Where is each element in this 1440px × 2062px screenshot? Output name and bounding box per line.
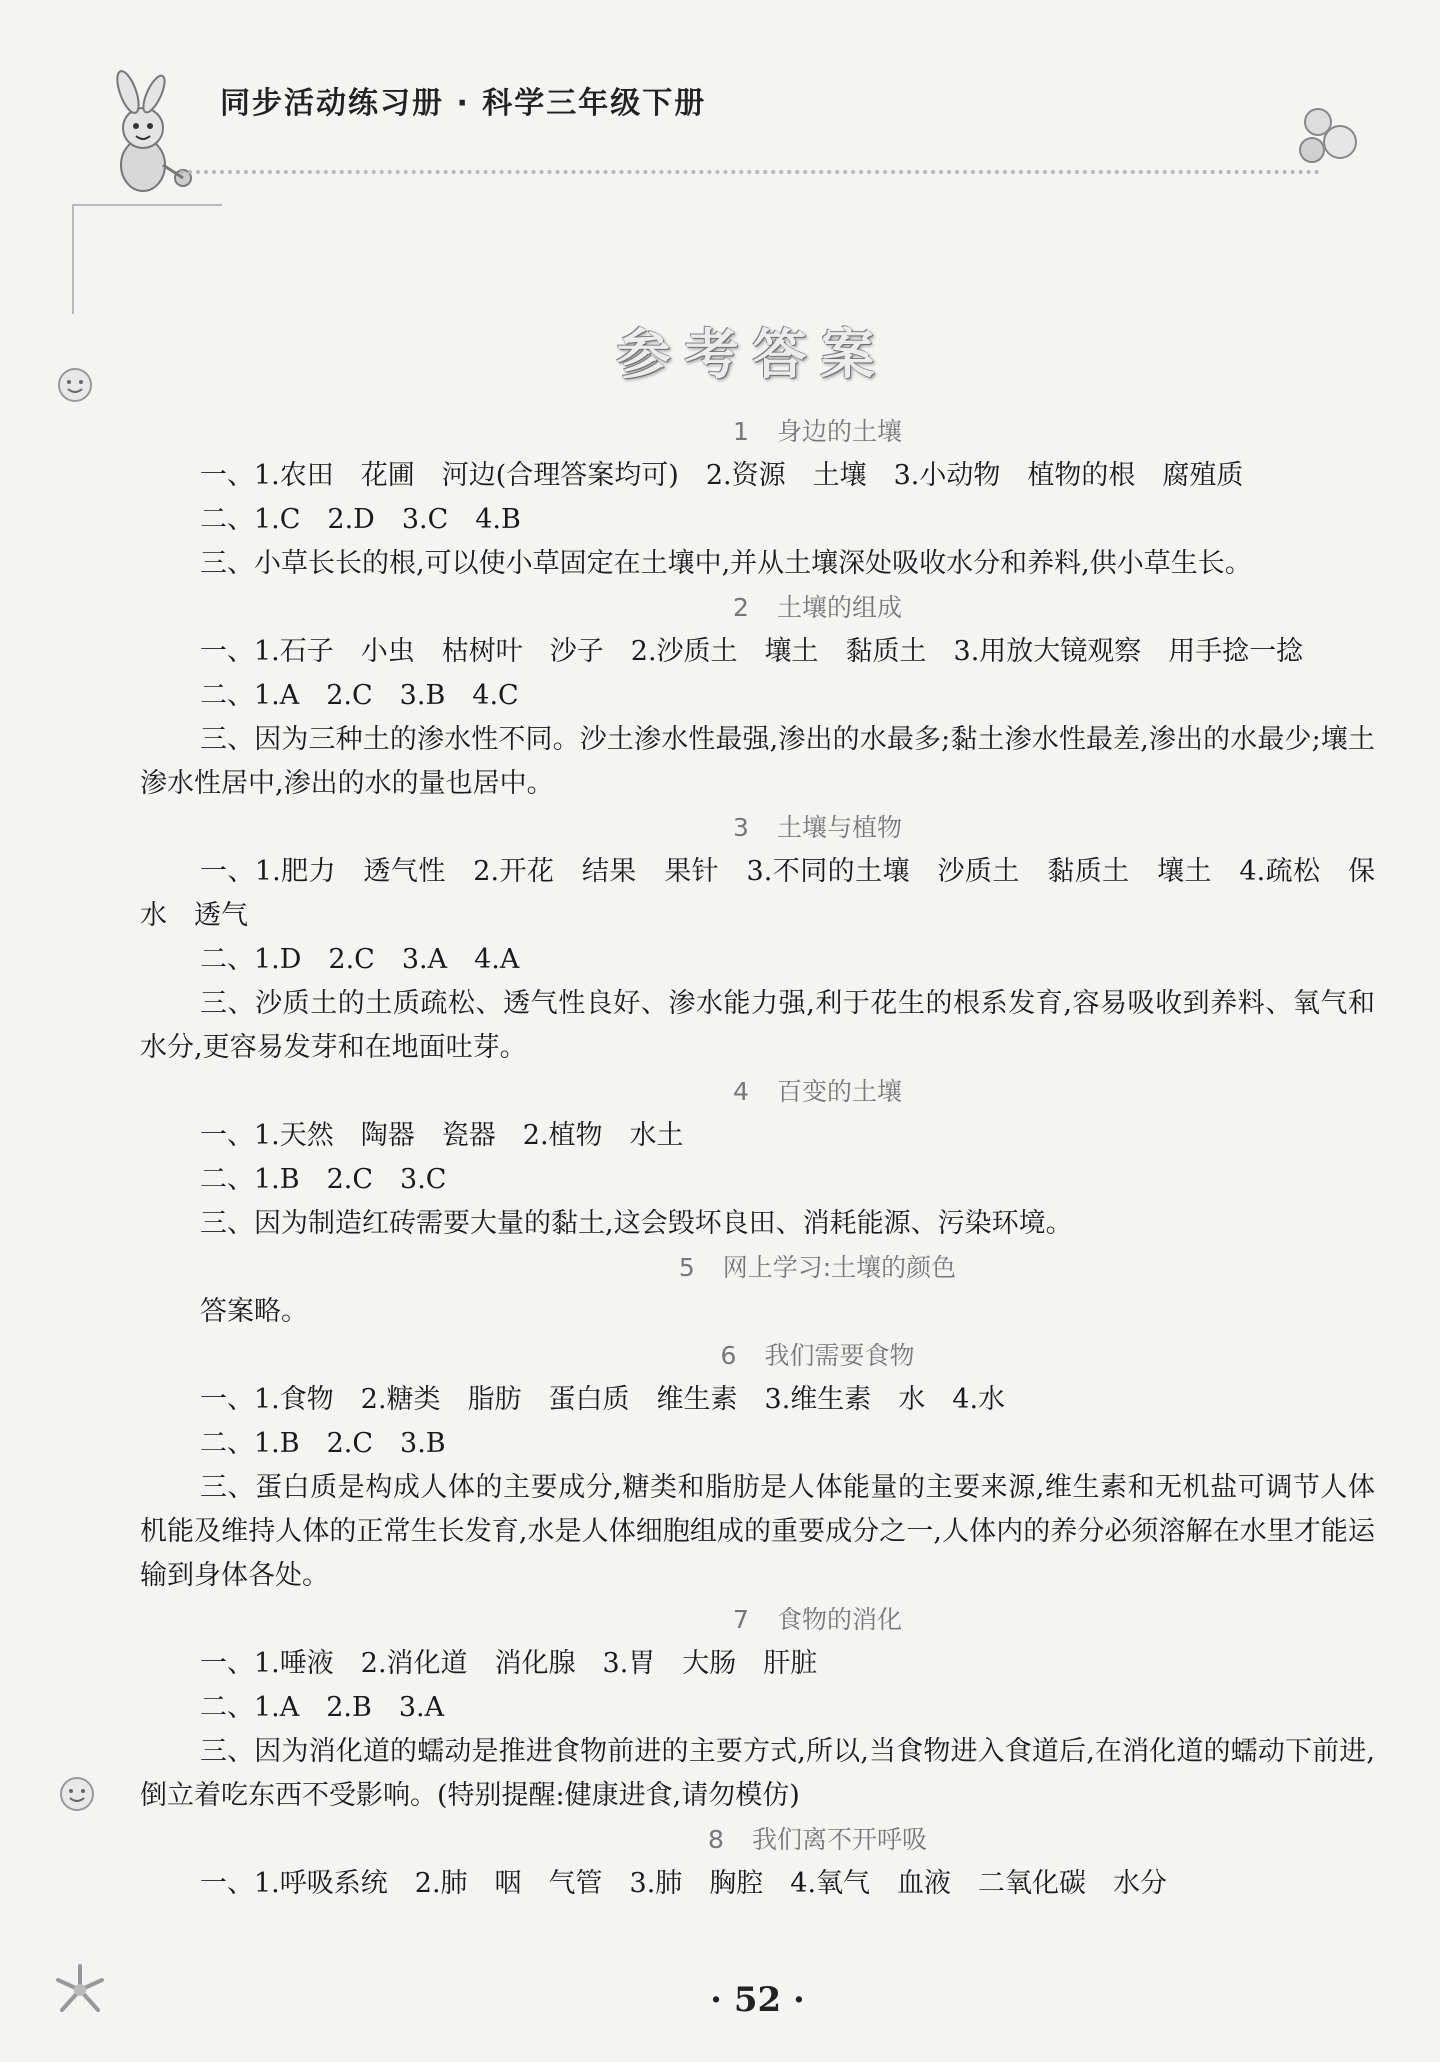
section-title: 5 网上学习:土壤的颜色 <box>678 1253 957 1282</box>
answer-line: 二、1.A 2.C 3.B 4.C <box>200 680 519 711</box>
answer-line: 三、蛋白质是构成人体的主要成分,糖类和脂肪是人体能量的主要来源,维生素和无机盐可调节人体机能及维持人体的正常生长发育,水是人体细胞组成的重要成分之一,人体内的养分必须溶解在水里才能运输到身体各处。 <box>140 1472 1375 1591</box>
section-title: 8 我们离不开呼吸 <box>708 1825 927 1854</box>
answer-line: 一、1.呼吸系统 2.肺 咽 气管 3.肺 胸腔 4.氧气 血液 二氧化碳 水分 <box>200 1868 1168 1899</box>
section-title: 7 食物的消化 <box>733 1605 902 1634</box>
section <box>140 1818 1375 1906</box>
section <box>140 1334 1375 1598</box>
header-title: 同步活动练习册 · 科学三年级下册 <box>220 86 707 121</box>
answer-line: 三、因为消化道的蠕动是推进食物前进的主要方式,所以,当食物进入食道后,在消化道的蠕动下前进,倒立着吃东西不受影响。(特别提醒:健康进食,请勿模仿) <box>140 1736 1376 1811</box>
answer-line: 二、1.B 2.C 3.B <box>200 1428 446 1459</box>
header-dotted-divider <box>180 170 1320 174</box>
page-frame-line-horizontal <box>72 204 222 206</box>
section-title: 3 土壤与植物 <box>733 813 902 842</box>
answer-line: 三、沙质土的土质疏松、透气性良好、渗水能力强,利于花生的根系发育,容易吸收到养料、氧气和水分,更容易发芽和在地面吐芽。 <box>140 988 1375 1063</box>
section-title: 4 百变的土壤 <box>733 1077 902 1106</box>
answer-line: 三、小草长长的根,可以使小草固定在土壤中,并从土壤深处吸收水分和养料,供小草生长。 <box>200 548 1252 579</box>
smiley-face-icon <box>58 1775 96 1813</box>
answer-line: 三、因为三种土的渗水性不同。沙土渗水性最强,渗出的水最多;黏土渗水性最差,渗出的水最少;壤土渗水性居中,渗出的水的量也居中。 <box>140 724 1375 799</box>
page-frame-line-vertical <box>72 204 74 314</box>
section <box>140 806 1375 1070</box>
cartoon-rabbit-icon <box>88 70 198 200</box>
answer-line: 一、1.唾液 2.消化道 消化腺 3.胃 大肠 肝脏 <box>200 1648 818 1679</box>
answer-line: 三、因为制造红砖需要大量的黏土,这会毁坏良田、消耗能源、污染环境。 <box>200 1208 1073 1239</box>
section-title: 2 土壤的组成 <box>733 593 902 622</box>
section <box>140 586 1375 806</box>
answer-line: 一、1.食物 2.糖类 脂肪 蛋白质 维生素 3.维生素 水 4.水 <box>200 1384 1006 1415</box>
answer-line: 二、1.B 2.C 3.C <box>200 1164 447 1195</box>
answer-line: 一、1.石子 小虫 枯树叶 沙子 2.沙质土 壤土 黏质土 3.用放大镜观察 用手捻一捻 <box>200 636 1304 667</box>
page-number: · 52 · <box>710 1980 805 2020</box>
answer-line: 二、1.C 2.D 3.C 4.B <box>200 504 521 535</box>
section <box>140 410 1375 586</box>
section <box>140 1598 1375 1818</box>
answer-key-title: 参考答案 <box>616 323 889 386</box>
section-title: 6 我们需要食物 <box>720 1341 915 1370</box>
answer-line: 答案略。 <box>200 1296 308 1327</box>
answer-line: 二、1.D 2.C 3.A 4.A <box>200 944 520 975</box>
answer-content <box>140 410 1375 1906</box>
section <box>140 1246 1375 1334</box>
answer-line: 二、1.A 2.B 3.A <box>200 1692 445 1723</box>
answer-line: 一、1.肥力 透气性 2.开花 结果 果针 3.不同的土壤 沙质土 黏质土 壤土 4.疏松 保水 透气 <box>140 856 1375 931</box>
balloons-icon <box>1290 98 1370 178</box>
section-title: 1 身边的土壤 <box>733 417 902 446</box>
section <box>140 1070 1375 1246</box>
answer-line: 一、1.农田 花圃 河边(合理答案均可) 2.资源 土壤 3.小动物 植物的根 腐殖质 <box>200 460 1244 491</box>
answer-line: 一、1.天然 陶器 瓷器 2.植物 水土 <box>200 1120 684 1151</box>
